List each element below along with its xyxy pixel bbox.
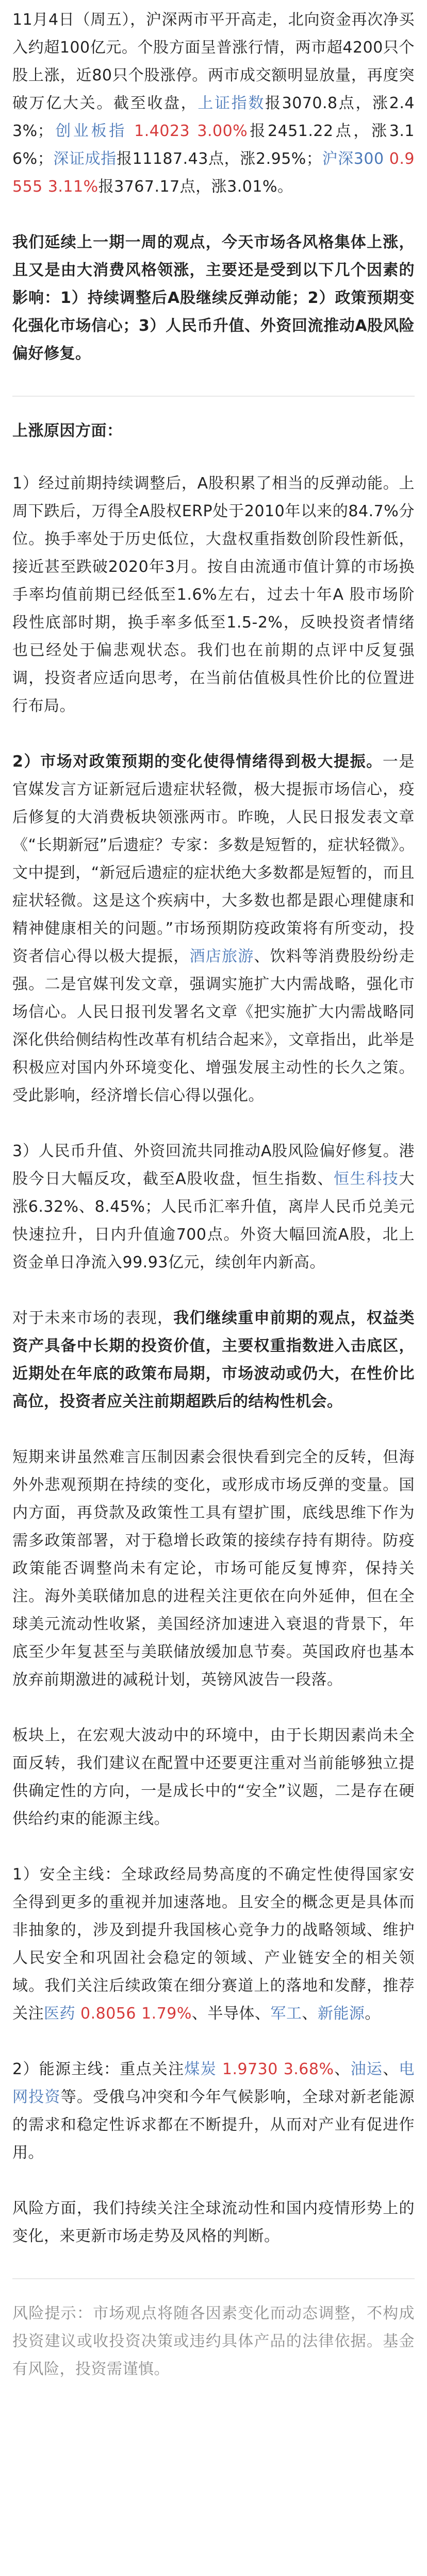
coal-link[interactable]: 煤炭 [184, 2060, 217, 2078]
csi300-quote: 0.9555 3.11% [12, 150, 415, 196]
reason-2-paragraph: 2）市场对政策预期的变化使得情绪得到极大提振。一是官媒发言方证新冠后遗症状轻微，极大提振市场信心，疫后修复的大消费板块领涨两市。昨晚，人民日报发表文章《“长期新冠”后遗症？专家：多数是短暂的，症状轻微》。文中提到，“新冠后遗症的症状绝大多数都是短暂的，而且症状轻微。这是这个疾病中，大多数也都是跟心理健康和精神健康相关的问题。”市场预期防疫政策将有所变动，投资者信心得以极大提振，酒店旅游、饮料等消费股纷纷走强。二是官媒刊发文章，强调实施扩大内需战略，强化市场信心。人民日报刊发署名文章《把实施扩大内需战略同深化供给侧结构性改革有机结合起来》，文章指出，此举是积极应对国内外环境变化、增强发展主动性的长久之策。受此影响，经济增长信心得以强化。 [12, 753, 415, 1105]
section-divider [12, 2278, 415, 2279]
risk-watch-paragraph: 风险方面，我们持续关注全球流动性和国内疫情形势上的变化，来更新市场走势及风格的判断。 [12, 2199, 415, 2245]
security-theme-paragraph: 1）安全主线：全球政经局势高度的不确定性使得国家安全得到更多的重视并加速落地。且安全的概念更是具体而非抽象的，涉及到提升我国核心竞争力的战略领域、维护人民安全和巩固社会稳定的领域、产业链安全的相关领域。我们关注后续政策在细分赛道上的落地和发酵，推荐关注医药 0.8056 1.79%、半导体、军工、新能源。 [12, 1866, 415, 2023]
outlook-paragraph: 对于未来市场的表现，我们继续重申前期的观点，权益类资产具备中长期的投资价值，主要权重指数进入击底区，近期处在年底的政策布局期，市场波动或仍大，在性价比高位，投资者应关注前期超跌后的结构性机会。 [12, 1309, 415, 1411]
hotel-tourism-link[interactable]: 酒店旅游 [189, 947, 254, 965]
pharma-link[interactable]: 医药 [44, 2005, 75, 2023]
market-summary-paragraph: 11月4日（周五），沪深两市平开高走，北向资金再次净买入约超100亿元。个股方面呈普涨行情，两市超4200只个股上涨，近80只个股涨停。两市成交额明显放量，再度突破万亿大关。截至收盘，上证指数报3070.8点，涨2.43%；创业板指 1.4023 3.00%报2451.22点，涨3.16%；深证成指报11187.43点，涨2.95%；沪深300 0.9555 3.11%报3767.17点，涨3.01%。 [12, 11, 415, 196]
reason-3-paragraph: 3）人民币升值、外资回流共同推动A股风险偏好修复。港股今日大幅反攻，截至A股收盘，恒生指数、恒生科技大涨6.32%、8.45%；人民币汇率升值，离岸人民币兑美元快速拉升，日内升值逾700点。外资大幅回流A股，北上资金单日净流入99.93亿元，续创年内新高。 [12, 1142, 415, 1272]
pharma-quote: 0.8056 1.79% [80, 2005, 192, 2023]
risk-disclaimer: 风险提示：市场观点将随各因素变化而动态调整，不构成投资建议或收投资决策或违约具体产品的法律依据。基金有风险，投资需谨慎。 [12, 2304, 415, 2378]
shenzhen-index-link[interactable]: 深证成指 [53, 150, 117, 168]
military-link[interactable]: 军工 [270, 2005, 302, 2023]
reason-1-paragraph: 1）经过前期持续调整后，A股积累了相当的反弹动能。上周下跌后，万得全A股权ERP处于2010年以来的84.7%分位。换手率处于历史低位，大盘权重指数创阶段性新低，接近甚至跌破2020年3月。按自由流通市值计算的市场换手率均值前期已经低至1.6%左右，过去十年A 股市场阶段性底部时期，换手率多低至1.5-2%，反映投资者情绪也已经处于偏悲观状态。我们也在前期的点评中反复强调，投资者应适向思考，在当前估值极具性价比的位置进行布局。 [12, 474, 415, 715]
section-heading: 上涨原因方面： [12, 422, 123, 440]
hang-seng-tech-link[interactable]: 恒生科技 [334, 1170, 399, 1188]
new-energy-link[interactable]: 新能源 [317, 2005, 365, 2023]
shanghai-index-link[interactable]: 上证指数 [198, 94, 265, 112]
viewpoint-paragraph: 我们延续上一期一周的观点，今天市场各风格集体上涨，且又是由大消费风格领涨，主要还是受到以下几个因素的影响：1）持续调整后A股继续反弹动能；2）政策预期变化强化市场信心；3）人民币升值、外资回流推动A股风险偏好修复。 [12, 233, 415, 363]
energy-theme-paragraph: 2）能源主线：重点关注煤炭 1.9730 3.68%、油运、电网投资等。受俄乌冲突和今年气候影响，全球对新老能源的需求和稳定性诉求都在不断提升，从而对产业有促进作用。 [12, 2060, 415, 2162]
csi300-index-link[interactable]: 沪深300 [322, 150, 384, 168]
sector-paragraph: 板块上，在宏观大波动中的环境中，由于长期因素尚未全面反转，我们建议在配置中还要更注重对当前能够独立提供确定性的方向，一是成长中的“安全”议题，二是存在硬供给约束的能源主线。 [12, 1726, 415, 1828]
section-divider [12, 396, 415, 397]
chinext-index-link[interactable]: 创业板指 [53, 122, 127, 140]
oil-shipping-link[interactable]: 油运 [350, 2060, 383, 2078]
chinext-quote: 1.4023 3.00% [134, 122, 248, 140]
coal-quote: 1.9730 3.68% [222, 2060, 334, 2078]
grid-investment-link[interactable]: 电网投资 [12, 2060, 415, 2106]
short-term-paragraph: 短期来讲虽然难言压制因素会很快看到完全的反转，但海外外悲观预期在持续的变化，或形成市场反弹的变量。国内方面，再贷款及政策性工具有望扩围，底线思维下作为需多政策部署，对于稳增长政策的接续存持有期待。防疫政策能否调整尚未有定论，市场可能反复博弈，保持关注。海外美联储加息的进程关注更依在向外延伸，但在全球美元流动性收紧，美国经济加速进入衰退的背景下，年底至少年复甚至与美联储放缓加息节奏。英国政府也基本放弃前期激进的减税计划，英镑风波告一段落。 [12, 1448, 415, 1689]
